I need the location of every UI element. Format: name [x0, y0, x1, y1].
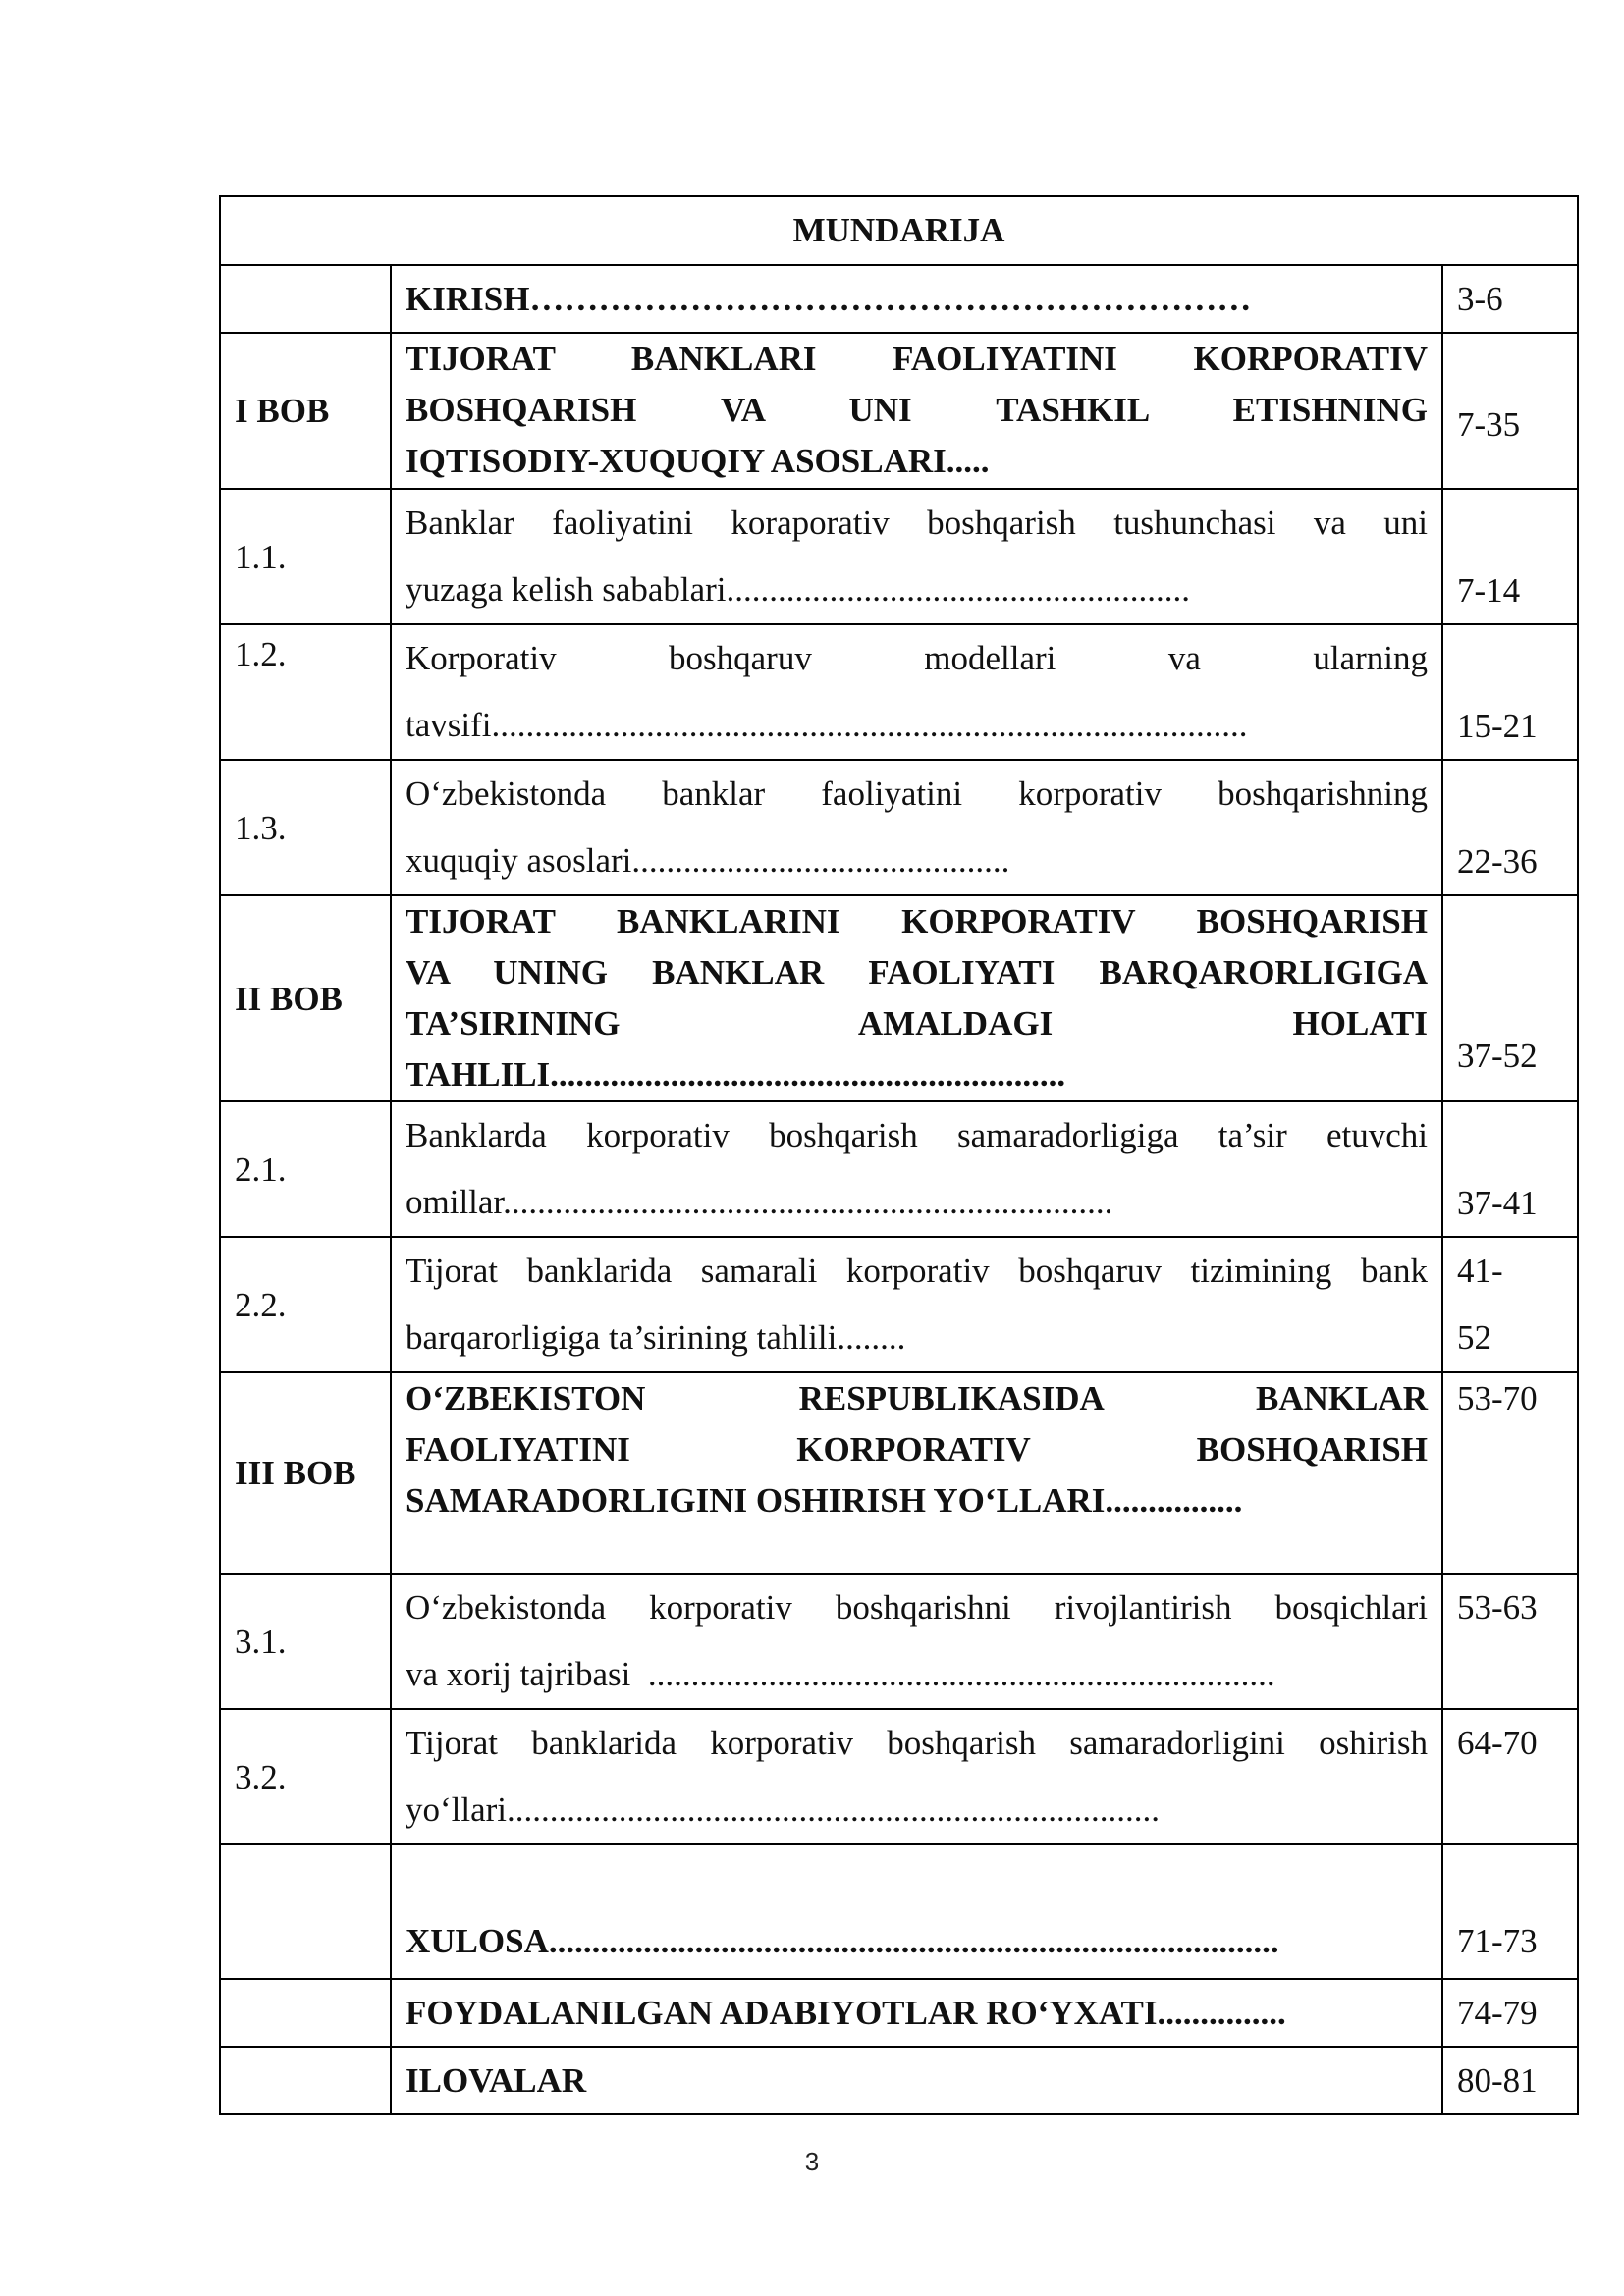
- toc-section-3-2-title: [391, 1709, 1442, 1844]
- toc-section-2-2-pages-line-1: 41-: [1457, 1252, 1503, 1290]
- toc-section-3-1-title-line-2: va xorij tajribasi .........................................................................: [406, 1655, 1275, 1693]
- toc-section-1-2-title: [391, 624, 1442, 760]
- toc-row-intro: [220, 265, 1578, 333]
- toc-chapter-3-title-line-2: FAOLIYATINI KORPORATIV BOSHQARISH: [406, 1430, 1428, 1468]
- toc-section-1-1-title: [391, 489, 1442, 624]
- toc-row-section-1-1: [220, 489, 1578, 624]
- toc-section-2-1-number: 2.1.: [220, 1101, 391, 1237]
- toc-row-chapter-3: [220, 1372, 1578, 1574]
- toc-row-section-2-2: [220, 1237, 1578, 1372]
- toc-appendices-pages: 80-81: [1442, 2047, 1578, 2114]
- toc-title-row: [220, 196, 1578, 265]
- toc-row-chapter-2: [220, 895, 1578, 1101]
- toc-references-title-text: FOYDALANILGAN ADABIYOTLAR RO‘YXATI...............: [406, 1994, 1286, 2032]
- toc-intro-label: [220, 265, 391, 333]
- toc-section-1-3-number: 1.3.: [220, 760, 391, 895]
- toc-intro-pages: 3-6: [1442, 265, 1578, 333]
- toc-chapter-3-title-line-1: O‘ZBEKISTON RESPUBLIKASIDA BANKLAR: [406, 1379, 1428, 1417]
- toc-conclusion-label: [220, 1844, 391, 1979]
- toc-chapter-1-label: I BOB: [220, 333, 391, 489]
- toc-section-1-2-pages: 15-21: [1442, 624, 1578, 760]
- toc-section-1-2-title-line-2: tavsifi........................................................................................: [406, 706, 1248, 744]
- toc-section-3-2-number: 3.2.: [220, 1709, 391, 1844]
- toc-row-section-1-3: [220, 760, 1578, 895]
- toc-section-2-1-title-line-1: Banklarda korporativ boshqarish samaradorligiga ta’sir etuvchi: [406, 1116, 1428, 1154]
- toc-section-1-1-pages: 7-14: [1442, 489, 1578, 624]
- toc-section-1-1-number: 1.1.: [220, 489, 391, 624]
- toc-section-2-1-pages: 37-41: [1442, 1101, 1578, 1237]
- toc-chapter-3-title-line-3: SAMARADORLIGINI OSHIRISH YO‘LLARI................: [406, 1481, 1243, 1520]
- toc-row-section-3-1: [220, 1574, 1578, 1709]
- toc-chapter-3-title: [391, 1372, 1442, 1574]
- toc-chapter-2-title-line-3: TA’SIRINING AMALDAGI HOLATI: [406, 1004, 1428, 1042]
- toc-row-conclusion: [220, 1844, 1578, 1979]
- toc-intro-title-text: KIRISH………………………………………………………: [406, 280, 1252, 318]
- toc-section-1-3-title-line-2: xuquqiy asoslari............................................: [406, 841, 1010, 880]
- toc-section-2-2-title: [391, 1237, 1442, 1372]
- toc-chapter-3-label: III BOB: [220, 1372, 391, 1574]
- toc-section-3-1-title: [391, 1574, 1442, 1709]
- toc-row-references: [220, 1979, 1578, 2047]
- table-of-contents: [219, 195, 1579, 2115]
- toc-chapter-2-title: [391, 895, 1442, 1101]
- toc-references-pages: 74-79: [1442, 1979, 1578, 2047]
- toc-chapter-1-title-line-2: BOSHQARISH VA UNI TASHKIL ETISHNING: [406, 391, 1428, 429]
- toc-chapter-2-title-line-2: VA UNING BANKLAR FAOLIYATI BARQARORLIGIGA: [406, 953, 1428, 991]
- toc-section-1-1-title-line-2: yuzaga kelish sabablari......................................................: [406, 570, 1191, 609]
- toc-title: MUNDARIJA: [220, 196, 1578, 265]
- toc-row-chapter-1: [220, 333, 1578, 489]
- toc-section-3-1-title-line-1: O‘zbekistonda korporativ boshqarishni rivojlantirish bosqichlari: [406, 1588, 1428, 1627]
- toc-section-1-2-number: 1.2.: [220, 624, 391, 760]
- toc-section-2-1-title: [391, 1101, 1442, 1237]
- toc-section-2-2-title-line-2: barqarorligiga ta’sirining tahlili........: [406, 1318, 906, 1357]
- toc-section-1-3-title-line-1: O‘zbekistonda banklar faoliyatini korporativ boshqarishning: [406, 774, 1428, 813]
- toc-chapter-3-pages: 53-70: [1442, 1372, 1578, 1574]
- toc-chapter-2-title-line-1: TIJORAT BANKLARINI KORPORATIV BOSHQARISH: [406, 902, 1428, 940]
- toc-references-label: [220, 1979, 391, 2047]
- toc-section-2-2-pages-line-2: 52: [1457, 1318, 1491, 1357]
- page-number: 3: [804, 2147, 820, 2176]
- toc-section-1-2-title-line-1: Korporativ boshqaruv modellari va ularning: [406, 639, 1428, 677]
- toc-section-3-2-title-line-1: Tijorat banklarida korporativ boshqarish samaradorligini oshirish: [406, 1724, 1428, 1762]
- toc-section-1-1-title-line-1: Banklar faoliyatini koraporativ boshqarish tushunchasi va uni: [406, 504, 1428, 542]
- toc-chapter-2-label: II BOB: [220, 895, 391, 1101]
- toc-chapter-2-pages: 37-52: [1442, 895, 1578, 1101]
- toc-appendices-title: ILOVALAR: [391, 2047, 1442, 2114]
- toc-chapter-2-title-line-4: TAHLILI............................................................: [406, 1055, 1066, 1094]
- toc-row-section-1-2: [220, 624, 1578, 760]
- toc-section-3-2-pages: 64-70: [1442, 1709, 1578, 1844]
- toc-section-1-3-pages: 22-36: [1442, 760, 1578, 895]
- toc-section-2-2-pages: [1442, 1237, 1578, 1372]
- toc-row-section-2-1: [220, 1101, 1578, 1237]
- toc-section-2-2-number: 2.2.: [220, 1237, 391, 1372]
- toc-row-appendices: [220, 2047, 1578, 2114]
- toc-section-3-1-number: 3.1.: [220, 1574, 391, 1709]
- toc-section-2-2-title-line-1: Tijorat banklarida samarali korporativ boshqaruv tizimining bank: [406, 1252, 1428, 1290]
- toc-conclusion-pages: 71-73: [1442, 1844, 1578, 1979]
- toc-chapter-1-title-line-1: TIJORAT BANKLARI FAOLIYATINI KORPORATIV: [406, 340, 1428, 378]
- toc-section-3-1-pages: 53-63: [1442, 1574, 1578, 1709]
- toc-row-section-3-2: [220, 1709, 1578, 1844]
- toc-section-3-2-title-line-2: yo‘llari............................................................................: [406, 1790, 1161, 1829]
- toc-section-1-3-title: [391, 760, 1442, 895]
- toc-references-title: [391, 1979, 1442, 2047]
- toc-chapter-1-pages: 7-35: [1442, 333, 1578, 489]
- toc-chapter-1-title-line-3: IQTISODIY-XUQUQIY ASOSLARI.....: [406, 442, 990, 480]
- toc-conclusion-title: [391, 1844, 1442, 1979]
- toc-intro-title: [391, 265, 1442, 333]
- toc-conclusion-title-text: XULOSA.....................................................................................: [406, 1922, 1279, 1960]
- toc-appendices-label: [220, 2047, 391, 2114]
- toc-chapter-1-title: [391, 333, 1442, 489]
- toc-section-2-1-title-line-2: omillar.......................................................................: [406, 1183, 1113, 1221]
